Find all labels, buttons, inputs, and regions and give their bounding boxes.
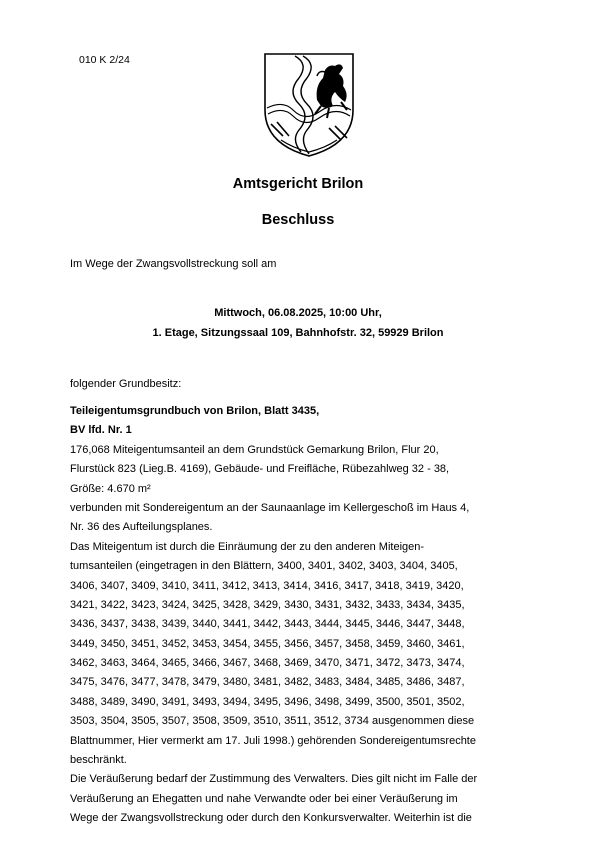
text-line: 3406, 3407, 3409, 3410, 3411, 3412, 3413, 3414, 3416, 3417, 3418, 3419, 3420,: [70, 579, 464, 592]
text-line: Nr. 36 des Aufteilungsplanes.: [70, 521, 213, 534]
text-line: 3503, 3504, 3505, 3507, 3508, 3509, 3510, 3511, 3512, 3734 ausgenommen diese: [70, 715, 475, 728]
text-line: Größe: 4.670 m²: [70, 482, 151, 495]
text-line: 3462, 3463, 3464, 3465, 3466, 3467, 3468, 3469, 3470, 3471, 3472, 3473, 3474,: [70, 657, 465, 670]
nrw-coat-of-arms-icon: [259, 48, 359, 160]
text-line: beschränkt.: [70, 754, 127, 767]
inventory-item-heading: BV lfd. Nr. 1: [70, 424, 132, 437]
land-register-heading: Teileigentumsgrundbuch von Brilon, Blatt 3435,: [70, 405, 320, 417]
text-line: 3488, 3489, 3490, 3491, 3493, 3494, 3495, 3496, 3498, 3499, 3500, 3501, 3502,: [70, 695, 465, 708]
text-line: 3421, 3422, 3423, 3424, 3425, 3428, 3429, 3430, 3431, 3432, 3433, 3434, 3435,: [70, 598, 465, 611]
intro-text: Im Wege der Zwangsvollstreckung soll am: [70, 258, 277, 270]
follow-text: folgender Grundbesitz:: [70, 378, 182, 390]
text-line: 3449, 3450, 3451, 3452, 3453, 3454, 3455, 3456, 3457, 3458, 3459, 3460, 3461,: [70, 637, 465, 650]
text-line: 3436, 3437, 3438, 3439, 3440, 3441, 3442, 3443, 3444, 3445, 3446, 3447, 3448,: [70, 618, 465, 631]
text-line: Flurstück 823 (Lieg.B. 4169), Gebäude- und Freifläche, Rübezahlweg 32 - 38,: [70, 463, 450, 476]
text-line: tumsanteilen (eingetragen in den Blättern, 3400, 3401, 3402, 3403, 3404, 3405,: [70, 560, 458, 573]
appointment-venue: 1. Etage, Sitzungssaal 109, Bahnhofstr. 32, 59929 Brilon: [152, 327, 444, 339]
appointment-date: Mittwoch, 06.08.2025, 10:00 Uhr,: [214, 307, 382, 319]
court-name: Amtsgericht Brilon: [232, 176, 364, 192]
text-line: verbunden mit Sondereigentum an der Saunaanlage im Kellergeschoß im Haus 4,: [70, 501, 470, 514]
text-line: Veräußerung an Ehegatten und nahe Verwandte oder bei einer Veräußerung im: [70, 792, 458, 805]
text-line: 176,068 Miteigentumsanteil an dem Grundstück Gemarkung Brilon, Flur 20,: [70, 443, 439, 456]
reference-number: 010 K 2/24: [79, 54, 130, 66]
text-line: Die Veräußerung bedarf der Zustimmung des Verwalters. Dies gilt nicht im Falle der: [70, 773, 478, 786]
text-line: Blattnummer, Hier vermerkt am 17. Juli 1998.) gehörenden Sondereigentumsrechte: [70, 734, 476, 747]
document-title: Beschluss: [261, 212, 335, 228]
property-description: [70, 402, 530, 829]
text-line: 3475, 3476, 3477, 3478, 3479, 3480, 3481, 3482, 3483, 3484, 3485, 3486, 3487,: [70, 676, 465, 689]
text-line: Wege der Zwangsvollstreckung oder durch den Konkursverwalter. Weiterhin ist die: [70, 812, 472, 825]
text-line: Das Miteigentum ist durch die Einräumung der zu den anderen Miteigen-: [70, 540, 425, 553]
